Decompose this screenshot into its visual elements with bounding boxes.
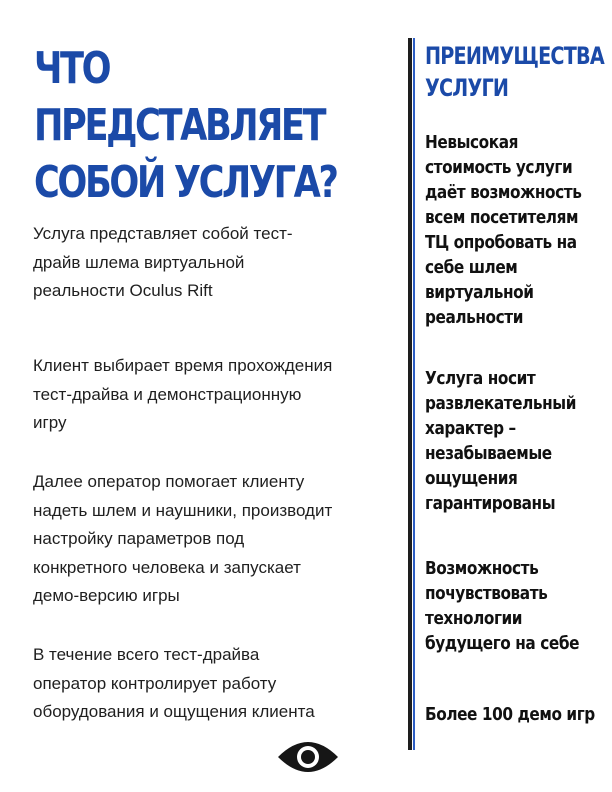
description-paragraph-1: [33, 220, 395, 306]
benefit-item: [425, 366, 576, 516]
page-title: [34, 40, 337, 211]
benefit-line: реальности: [425, 307, 524, 328]
paragraph-line: оператор контролирует работу: [33, 673, 277, 693]
paragraph-line: Клиент выбирает время прохождения: [33, 356, 333, 375]
sidebar-title: [425, 40, 604, 104]
benefit-item: [425, 130, 581, 330]
benefit-line: всем посетителям: [425, 207, 579, 228]
benefit-line: Более 100 демо игр: [425, 704, 595, 725]
paragraph-line: тест-драйва и демонстрационную: [33, 384, 302, 404]
eye-icon: [276, 735, 340, 779]
sidebar-title-line: ПРЕИМУЩЕСТВА: [425, 42, 604, 70]
paragraph-line: В течение всего тест-драйва: [33, 645, 260, 664]
column-divider: [408, 38, 412, 750]
benefit-line: характер –: [425, 418, 516, 439]
paragraph-line: игру: [33, 413, 67, 432]
benefit-item: [425, 556, 579, 656]
paragraph-line: реальности Oculus Rift: [33, 281, 213, 300]
benefit-line: развлекательный: [425, 393, 577, 414]
paragraph-line: оборудования и ощущения клиента: [33, 702, 315, 721]
benefit-line: технологии: [425, 608, 523, 629]
paragraph-line: настройку параметров под: [33, 529, 245, 548]
benefit-line: стоимость услуги: [425, 157, 573, 178]
paragraph-line: драйв шлема виртуальной: [33, 252, 245, 272]
paragraph-line: Далее оператор помогает клиенту: [33, 472, 305, 491]
benefit-line: ТЦ опробовать на: [425, 232, 577, 253]
benefit-line: гарантированы: [425, 493, 556, 514]
title-line: ЧТО: [34, 43, 110, 94]
benefit-line: будущего на себе: [425, 633, 580, 654]
sidebar-title-line: УСЛУГИ: [425, 74, 509, 102]
paragraph-line: конкретного человека и запускает: [33, 557, 301, 577]
description-paragraph-4: [33, 641, 395, 727]
title-line: ПРЕДСТАВЛЯЕТ: [34, 100, 325, 151]
paragraph-line: демо-версию игры: [33, 586, 180, 605]
title-line: СОБОЙ УСЛУГА?: [34, 157, 337, 208]
benefit-line: виртуальной: [425, 282, 534, 303]
benefit-line: себе шлем: [425, 257, 518, 278]
benefit-line: Услуга носит: [425, 368, 536, 389]
paragraph-line: надеть шлем и наушники, производит: [33, 500, 333, 520]
benefit-line: Возможность: [425, 558, 539, 579]
column-divider-accent: [413, 38, 415, 750]
benefit-line: Невысокая: [425, 132, 518, 153]
description-paragraph-2: [33, 352, 395, 438]
benefit-item: [425, 702, 595, 727]
benefit-line: почувствовать: [425, 583, 548, 604]
paragraph-line: Услуга представляет собой тест-: [33, 224, 293, 243]
benefit-line: ощущения: [425, 468, 518, 489]
benefit-line: даёт возможность: [425, 182, 582, 203]
description-paragraph-3: [33, 468, 395, 611]
benefit-line: незабываемые: [425, 443, 552, 464]
